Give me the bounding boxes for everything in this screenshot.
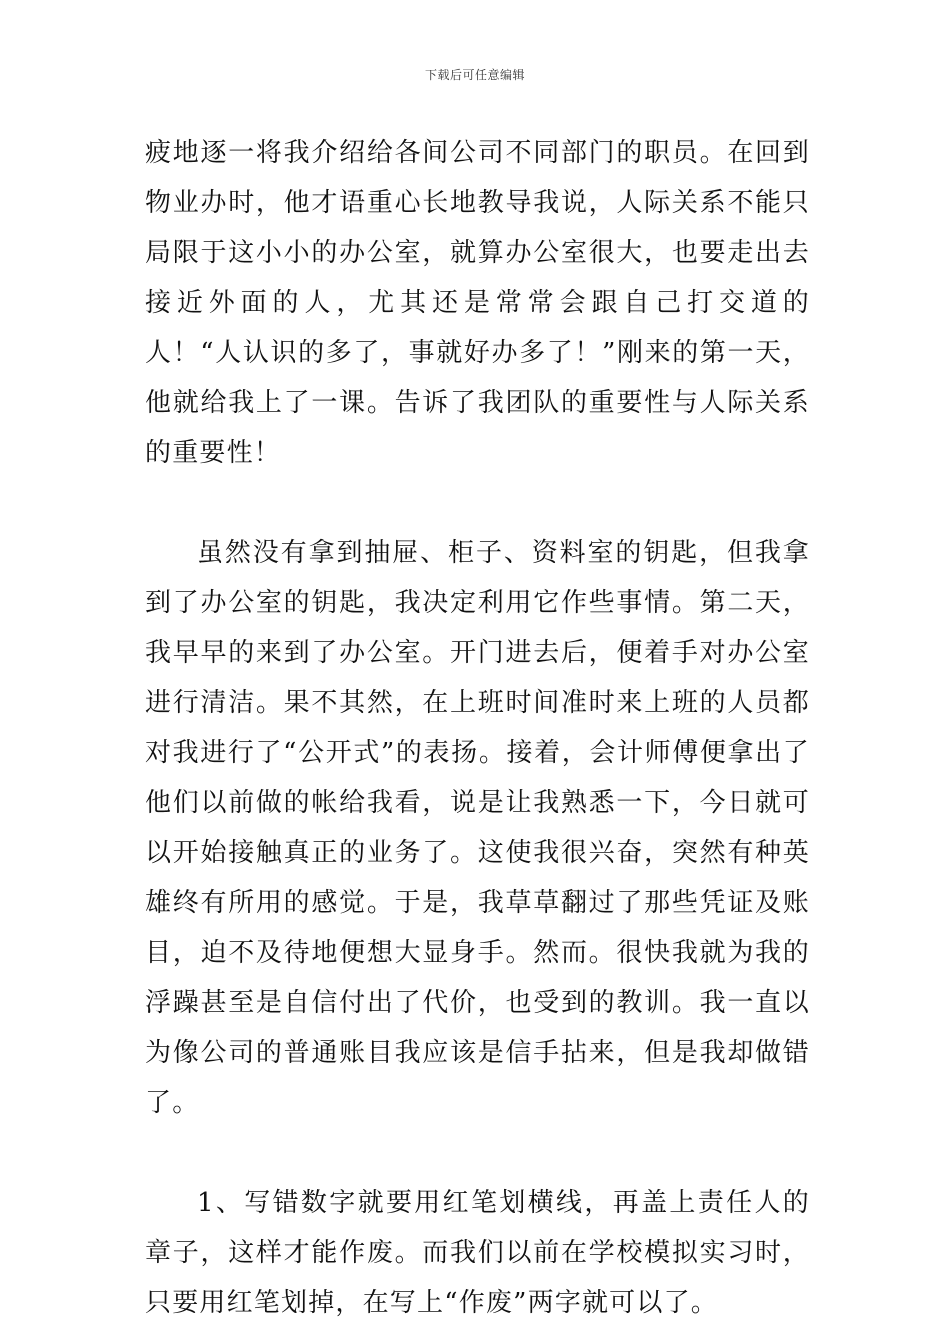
paragraph-1: 疲地逐一将我介绍给各间公司不同部门的职员。在回到物业办时，他才语重心长地教导我说，人际关系不能只局限于这小小的办公室，就算办公室很大，也要走出去接近外面的人，尤其还是常常会跟自己打交道的人！“人认识的多了，事就好办多了！”刚来的第一天，他就给我上了一课。告诉了我团队的重要性与人际关系的重要性！	[145, 138, 810, 468]
header-note: 下载后可任意编辑	[424, 68, 525, 82]
paragraph-3: 1、写错数字就要用红笔划横线，再盖上责任人的章子，这样才能作废。而我们以前在学校模拟实习时，只要用红笔划掉，在写上“作废”两字就可以了。	[145, 1188, 810, 1318]
document-body	[145, 128, 810, 1328]
paragraph-2: 虽然没有拿到抽屉、柜子、资料室的钥匙，但我拿到了办公室的钥匙，我决定利用它作些事情。第二天，我早早的来到了办公室。开门进去后，便着手对办公室进行清洁。果不其然，在上班时间准时来上班的人员都对我进行了“公开式”的表扬。接着，会计师傅便拿出了他们以前做的帐给我看，说是让我熟悉一下，今日就可以开始接触真正的业务了。这使我很兴奋，突然有种英雄终有所用的感觉。于是，我草草翻过了那些凭证及账目，迫不及待地便想大显身手。然而。很快我就为我的浮躁甚至是自信付出了代价，也受到的教训。我一直以为像公司的普通账目我应该是信手拈来，但是我却做错了。	[145, 538, 810, 1118]
